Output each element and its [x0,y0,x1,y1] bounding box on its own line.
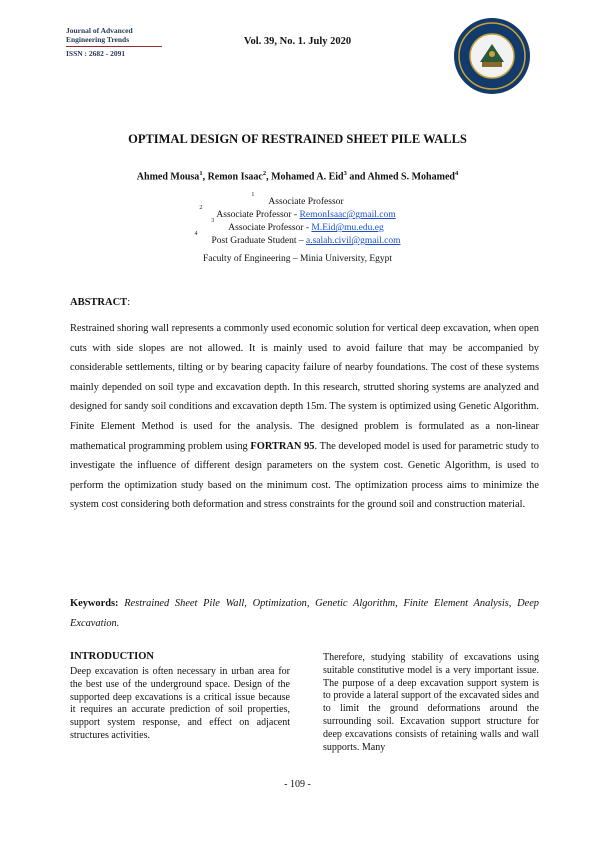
affiliation-3 [0,218,595,234]
journal-issn: ISSN : 2682 - 2091 [66,49,126,58]
affiliation-text: Associate Professor [268,197,344,208]
email-link[interactable]: RemonIsaac@gmail.com [299,210,396,221]
affiliation-text: Associate Professor - [216,210,300,221]
author-separator: , [202,171,208,183]
email-link[interactable]: M.Eid@mu.edu.eg [311,223,384,234]
affiliation-2 [0,205,595,221]
introduction-left-column [70,651,290,743]
affiliation-number: 3 [211,218,215,224]
abstract-text: . The developed model is used for parametric study to investigate the influence of different design parameters on the system cost. Genetic Algorithm, is used to perform the optimization study based on the minimum cost. The optimization process aims to minimize the system cost considering both deformation and stress constraints for the ground soil and construction material. [70,440,539,511]
university-seal-icon [452,16,532,96]
journal-logo [66,26,166,78]
author-list [0,170,595,182]
keywords [70,594,539,633]
affiliation-number: 1 [251,192,255,198]
introduction-text: Deep excavation is often necessary in urban area for the best use of the underground space. Design of the supported deep excavations is a critical issue because it requires an accurate prediction of soil properties, support system response, and effect on adjacent structures activities. [70,666,290,741]
affiliation-number: 4 [194,231,198,237]
abstract-text: Restrained shoring wall represents a commonly used economic solution for vertical deep excavation, when open cuts with side slopes are not allowed. It is mainly used to avoid failure that may be accompanied by considerable settlements, tilting or by bearing capacity failure of nearby foundations. The cost of these systems mainly depended on soil type and excavation depth. In this research, strutted shoring systems are analyzed and designed for sandy soil conditions and excavation depth 15m. The system is optimized using Genetic Algorithm. Finite Element Method is used for the analysis. The designed problem is formulated as a non-linear mathematical programming problem using [70,323,539,452]
affiliation-text: Associate Professor - [228,223,312,234]
keywords-list: Restrained Sheet Pile Wall, Optimization, Genetic Algorithm, Finite Element Analysis, Deep Excavation. [70,598,539,629]
author-affiliation-number: 4 [454,170,459,177]
affiliation-1 [0,192,595,208]
author-affiliation-number: 1 [199,170,203,177]
paper-title: OPTIMAL DESIGN OF RESTRAINED SHEET PILE WALLS [128,132,467,146]
author-affiliation-number: 3 [343,170,347,177]
page-number: - 109 - [284,779,311,790]
author-name: Ahmed S. Mohamed [367,171,455,183]
introduction-heading: INTRODUCTION [70,651,155,662]
affiliation-4 [0,231,595,247]
abstract-bold-term: FORTRAN 95 [250,440,315,452]
author-name: Remon Isaac [207,171,263,183]
abstract-heading [70,297,130,308]
author-name: Mohamed A. Eid [271,171,344,183]
journal-name-line1: Journal of Advanced [66,26,133,35]
author-separator: and [346,171,368,183]
abstract-heading-text: ABSTRACT [70,297,128,308]
author-separator: , [266,171,272,183]
abstract-body [70,319,539,515]
affiliation-number: 2 [199,205,203,211]
introduction-text: Therefore, studying stability of excavations using suitable constitutive model is a very important issue. The purpose of a deep excavation support system is to provide a lateral support of the excavated sides and to limit the ground deformations around the surrounding soil. Excavation support structure for deep excavations consists of retaining walls and wall supports. Many [323,652,539,753]
faculty-affiliation: Faculty of Engineering – Minia University, Egypt [202,254,393,264]
journal-name-line2: Engineering Trends [66,35,130,44]
volume-info: Vol. 39, No. 1. July 2020 [243,36,352,47]
affiliation-text: Post Graduate Student – [211,236,306,247]
introduction-right-column [323,652,539,754]
author-affiliation-number: 2 [262,170,267,177]
abstract-heading-colon: : [127,297,131,308]
author-name: Ahmed Mousa [136,171,200,183]
keywords-label: Keywords: [70,598,119,609]
email-link[interactable]: a.salah.civil@gmail.com [305,236,401,247]
